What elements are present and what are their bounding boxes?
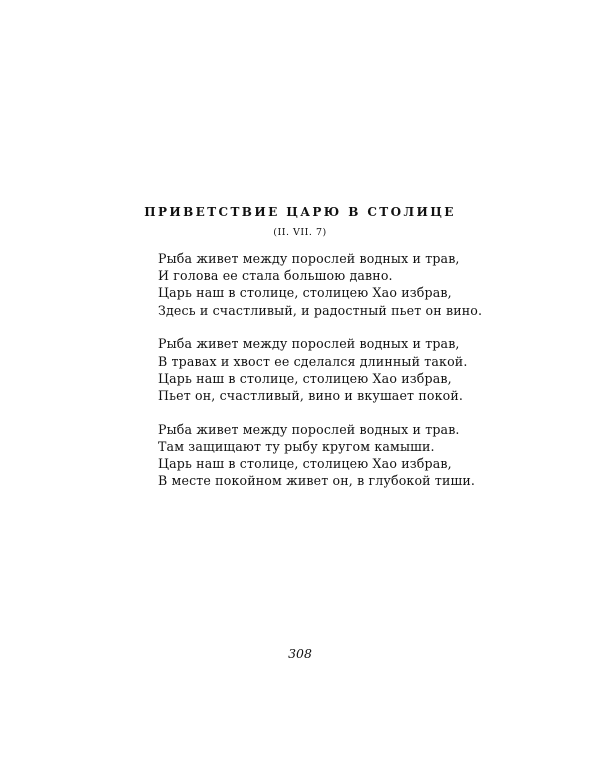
poem-line: Рыба живет между порослей водных и трав, (158, 251, 460, 266)
stanza-3 (158, 421, 476, 490)
poem-line: Там защищают ту рыбу кругом камыши. (158, 438, 435, 454)
poem-line: Рыба живет между порослей водных и трав, (158, 336, 460, 352)
page-number: 308 (288, 646, 312, 661)
poem-line: И голова ее стала большою давно. (158, 268, 393, 284)
poem-line: Рыба живет между порослей водных и трав. (158, 421, 460, 437)
poem-line: Здесь и счастливый, и радостный пьет он вино. (158, 302, 483, 318)
poem-line: Пьет он, счастливый, вино и вкушает покой. (158, 387, 464, 403)
poem-title: ПРИВЕТСТВИЕ ЦАРЮ В СТОЛИЦЕ (144, 205, 456, 219)
stanza-1 (158, 250, 483, 319)
poem-line: Царь наш в столице, столицею Хао избрав, (158, 285, 452, 301)
stanza-2 (158, 335, 468, 404)
poem-line: Царь наш в столице, столицею Хао избрав, (158, 370, 452, 386)
poem-line: В травах и хвост ее сделался длинный такой. (158, 353, 468, 369)
poem-body (158, 250, 483, 506)
poem-line: В месте покойном живет он, в глубокой тиши. (158, 473, 476, 489)
poem-line: Царь наш в столице, столицею Хао избрав, (158, 456, 452, 472)
poem-reference: (II. VII. 7) (273, 227, 327, 238)
